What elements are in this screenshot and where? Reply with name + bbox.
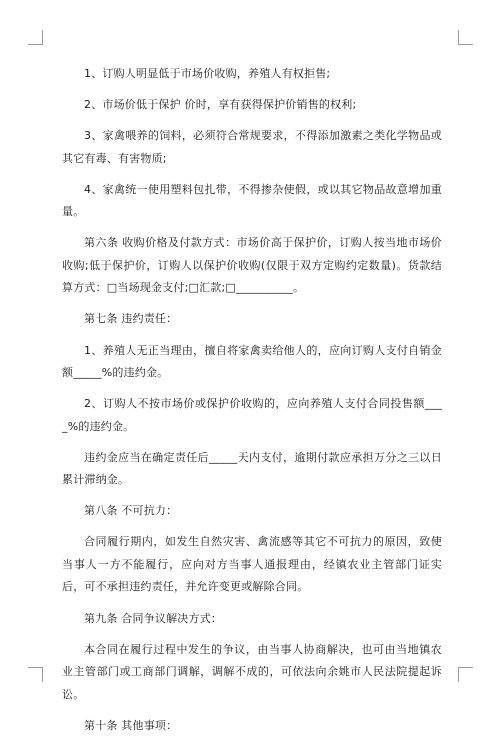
article-7-penalty-payment: 违约金应当在确定责任后_____天内支付，逾期付款应承担万分之三以日累计滞纳金。 <box>62 450 442 487</box>
article-9-heading: 第九条 合同争议解决方式： <box>84 611 223 625</box>
crop-mark-top-left <box>28 30 43 45</box>
clause-item-1: 1、订购人明显低于市场价收购，养殖人有权拒售; <box>84 67 331 80</box>
article-7-item-2: 2、订购人不按市场价或保护价收购的，应向养殖人支付合同投售额____%的违约金。 <box>62 397 442 433</box>
article-10-heading: 第十条 其他事项： <box>84 718 178 732</box>
document-body <box>62 63 442 746</box>
article-7-item-1: 1、养殖人无正当理由，擅自将家禽卖给他人的，应向订购人支付自销金额_____%的违约金。 <box>62 343 442 380</box>
crop-mark-top-right <box>458 30 473 45</box>
clause-item-2: 2、市场价低于保护 价时，享有获得保护价销售的权利; <box>84 98 357 112</box>
crop-mark-bottom-left <box>28 667 43 682</box>
clause-item-4: 4、家禽统一使用塑料包扎带，不得掺杂使假，或以其它物品故意增加重量。 <box>62 182 442 219</box>
article-8-force-majeure: 合同履行期内，如发生自然灾害、禽流感等其它不可抗力的原因，致使当事人一方不能履行，应向对方当事人通报理由，经镇农业主管部门证实后，可不承担违约责任，并允许变更或解除合同。 <box>62 535 442 594</box>
article-8-heading: 第八条 不可抗力： <box>84 504 178 518</box>
article-9-dispute-resolution: 本合同在履行过程中发生的争议，由当事人协商解决，也可由当地镇农业主管部门或工商部门调解，调解不成的，可依法向余姚市人民法院提起诉讼。 <box>62 642 442 701</box>
clause-item-3: 3、家禽喂养的饲料，必须符合常规要求，不得添加激素之类化学物品或其它有毒、有害物质; <box>62 129 442 165</box>
article-7-heading: 第七条 违约责任： <box>84 312 178 326</box>
crop-mark-bottom-right <box>458 667 473 682</box>
article-6-price-payment: 第六条 收购价格及付款方式：市场价高于保护价，订购人按当地市场价收购;低于保护价，订购人以保护价收购(仅限于双方定购约定数量)。货款结算方式：□当场现金支付;□汇款;□__________。 <box>62 236 442 295</box>
